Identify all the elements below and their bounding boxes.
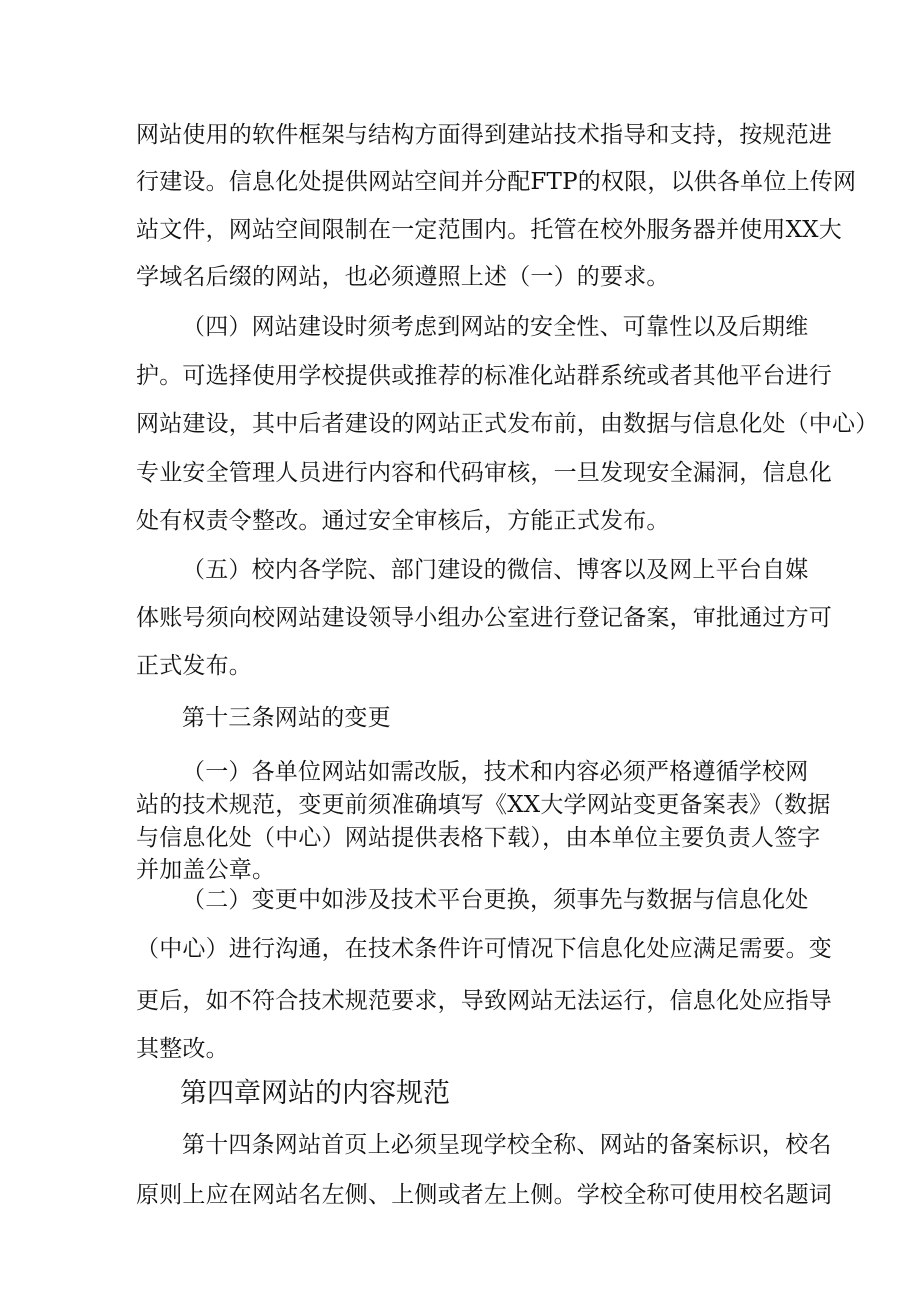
text-line: 与信息化处（中心）网站提供表格下载），由本单位主要负责人签字 [136,825,821,851]
text-line: （二）变更中如涉及技术平台更换，须事先与数据与信息化处 [182,887,809,913]
text-line: 护。可选择使用学校提供或推荐的标准化站群系统或者其他平台进行 [136,363,832,389]
text-line: （中心）进行沟通，在技术条件许可情况下信息化处应满足需要。变 [136,936,832,962]
text-line: 站的技术规范，变更前须准确填写《XX大学网站变更备案表》（数据 [136,792,831,818]
text-line: 网站使用的软件框架与结构方面得到建站技术指导和支持，按规范进 [136,122,832,148]
chapter-heading: 第四章网站的内容规范 [180,1078,450,1109]
text-line: 原则上应在网站名左侧、上侧或者左上侧。学校全称可使用校名题词 [136,1182,832,1208]
text-line: 处有权责令整改。通过安全审核后，方能正式发布。 [136,508,670,534]
text-line: 其整改。 [136,1036,229,1062]
text-line: 网站建设，其中后者建设的网站正式发布前，由数据与信息化处（中心） [136,411,879,437]
text-line: （五）校内各学院、部门建设的微信、博客以及网上平台自媒 [182,557,809,583]
text-line: （四）网站建设时须考虑到网站的安全性、可靠性以及后期维 [182,314,809,340]
article-title: 第十三条网站的变更 [182,705,391,731]
text-line: 更后，如不符合技术规范要求，导致网站无法运行，信息化处应指导 [136,988,832,1014]
text-line: （一）各单位网站如需改版，技术和内容必须严格遵循学校网 [182,759,809,785]
text-line: 并加盖公章。 [136,857,276,883]
text-line: 站文件，网站空间限制在一定范围内。托管在校外服务器并使用XX大 [136,217,842,243]
text-line: 体账号须向校网站建设领导小组办公室进行登记备案，审批通过方可 [136,605,832,631]
text-line: 正式发布。 [136,653,252,679]
text-line: 第十四条网站首页上必须呈现学校全称、网站的备案标识，校名 [182,1132,832,1158]
text-line: 专业安全管理人员进行内容和代码审核，一旦发现安全漏洞，信息化 [136,460,832,486]
text-line: 行建设。信息化处提供网站空间并分配FTP的权限，以供各单位上传网 [136,169,857,195]
text-line: 学域名后缀的网站，也必须遵照上述（一）的要求。 [136,264,670,290]
